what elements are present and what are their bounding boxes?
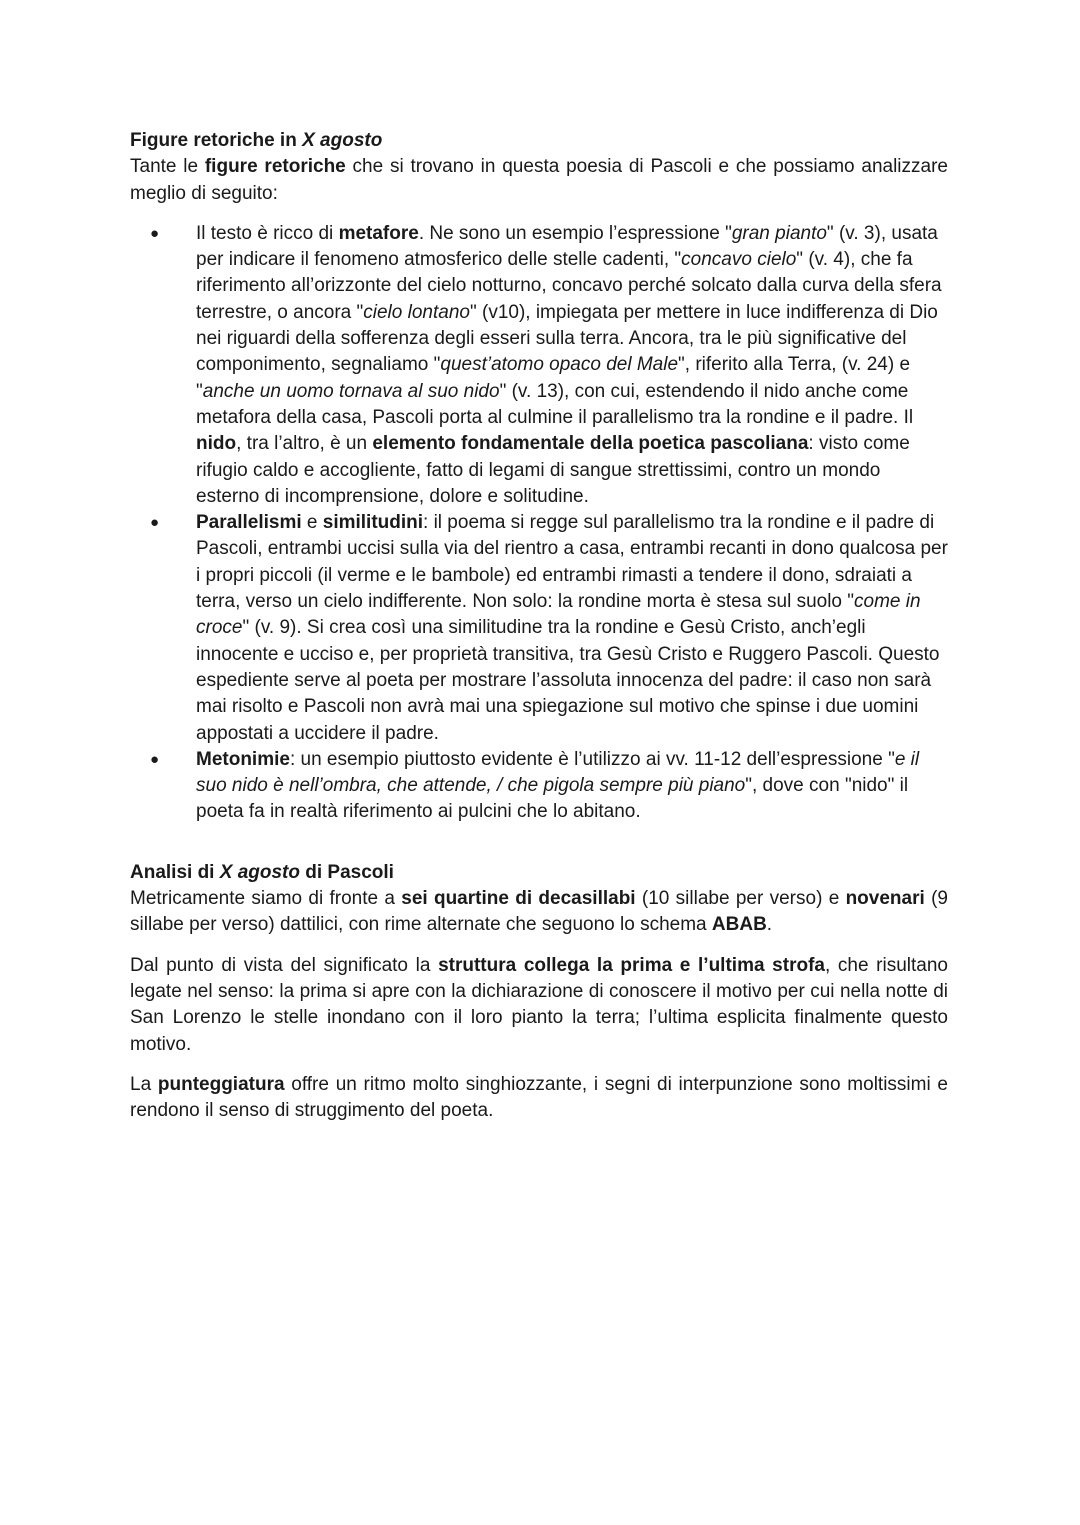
bullet-icon: ● (150, 224, 160, 242)
list-item-metonimie: ● Metonimie: un esempio piuttosto evidente è l’utilizzo ai vv. 11-12 dell’espressione "e il suo nido è nell’ombra, che attende, / che pigola sempre più piano", dove con "nido" il poeta fa in realtà riferimento ai pulcini che lo abitano. (150, 748, 920, 823)
paragraph-significato: Dal punto di vista del significato la struttura collega la prima e l’ultima strofa, che risultano legate nel senso: la prima si apre con la dichiarazione di conoscere il motivo per cui nella notte di San Lorenzo le stelle inondano con il loro pianto la terra; l’ultima esplicita finalmente questo motivo. (130, 954, 948, 1055)
section-title-analisi: Analisi di X agosto di Pascoli (130, 861, 394, 883)
list-item-parallelismi: ● Parallelismi e similitudini: il poema si regge sul parallelismo tra la rondine e il padre di Pascoli, entrambi uccisi sulla via del rientro a casa, entrambi recanti in dono qualcosa per i propri piccoli (il verme e le bambole) ed entrambi rimasti a tendere il dono, sdraiati a terra, verso un cielo indifferente. Non solo: la rondine morta è stesa sul suolo "come in croce" (v. 9). Si crea così una similitudine tra la rondine e Gesù Cristo, anch’egli innocente e ucciso e, per proprietà transitiva, tra Gesù Cristo e Ruggero Pascoli. Questo espediente serve al poeta per mostrare l’assoluta innocenza del padre: il caso non sarà mai risolto e Pascoli non avrà mai una spiegazione sul motivo che spinse i due uomini appostati a uccidere il padre. (150, 512, 948, 744)
intro-paragraph: Tante le figure retoriche che si trovano in questa poesia di Pascoli e che possiamo analizzare meglio di seguito: (130, 156, 948, 204)
bullet-icon: ● (150, 514, 160, 532)
figures-list (130, 221, 948, 826)
paragraph-punteggiatura: La punteggiatura offre un ritmo molto singhiozzante, i segni di interpunzione sono moltissimi e rendono il senso di struggimento del poeta. (130, 1073, 948, 1122)
bullet-icon: ● (150, 750, 160, 768)
paragraph-metrica: Metricamente siamo di fronte a sei quartine di decasillabi (10 sillabe per verso) e novenari (9 sillabe per verso) dattilici, con rime alternate che seguono lo schema ABAB. (130, 888, 948, 936)
document-page (130, 128, 948, 1124)
list-item-metafore: ● Il testo è ricco di metafore. Ne sono un esempio l’espressione "gran pianto" (v. 3), usata per indicare il fenomeno atmosferico delle stelle cadenti, "concavo cielo" (v. 4), che fa riferimento all’orizzonte del cielo notturno, concavo perché solcato dalla curva della sfera terrestre, o ancora "cielo lontano" (v10), impiegata per mettere in luce indifferenza di Dio nei riguardi della sofferenza degli esseri sulla terra. Ancora, tra le più significative del componimento, segnaliamo "quest’atomo opaco del Male", riferito alla Terra, (v. 24) e "anche un uomo tornava al suo nido" (v. 13), con cui, estendendo il nido anche come metafora della casa, Pascoli porta al culmine il parallelismo tra la rondine e il padre. Il nido, tra l’altro, è un elemento fondamentale della poetica pascoliana: visto come rifugio caldo e accogliente, fatto di legami di sangue strettissimi, contro un mondo esterno di incomprensione, dolore e solitudine. (150, 222, 942, 507)
section-title-figure-retoriche: Figure retoriche in X agosto (130, 130, 383, 151)
